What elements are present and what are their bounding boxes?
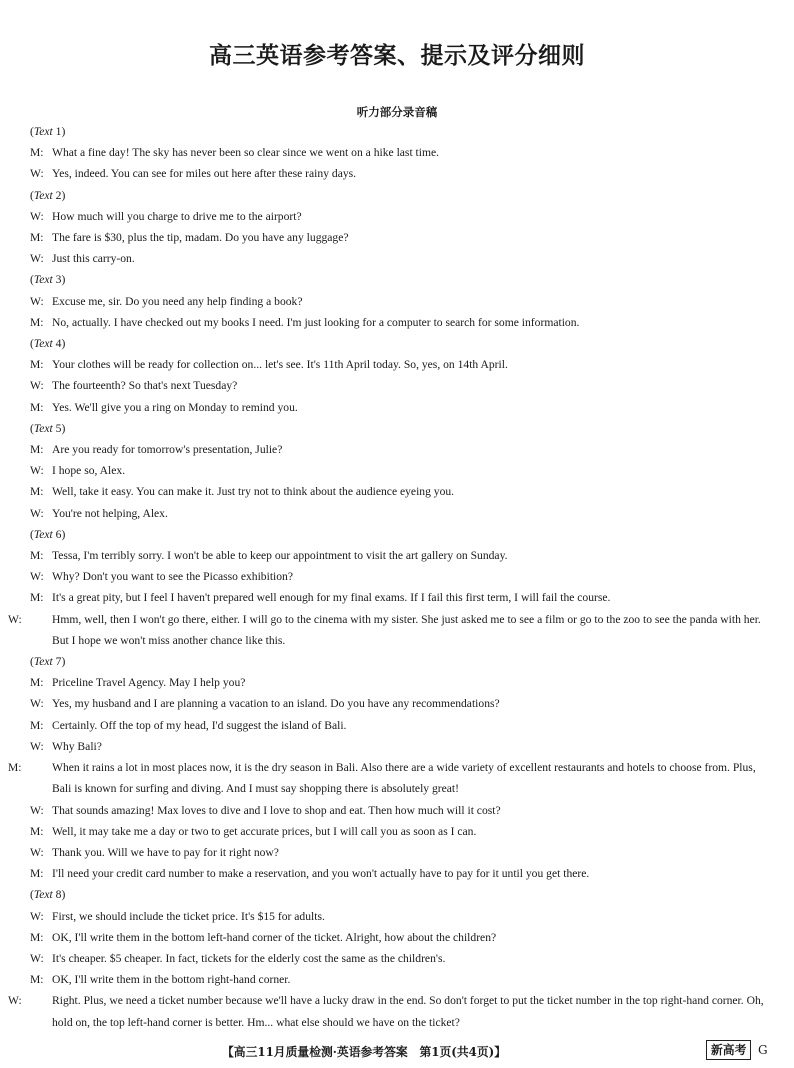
speaker-label: M: bbox=[30, 973, 44, 987]
speaker-label: W: bbox=[30, 739, 44, 753]
dialog-text: First, we should include the ticket price. It's $15 for adults. bbox=[52, 909, 325, 923]
dialog-text: Thank you. Will we have to pay for it right now? bbox=[52, 845, 279, 859]
dialog-line bbox=[30, 291, 768, 312]
dialog-line bbox=[30, 503, 768, 524]
text-label: (Text 1) bbox=[30, 125, 66, 138]
speaker-label: M: bbox=[8, 761, 22, 775]
speaker-label: M: bbox=[30, 676, 44, 690]
dialog-line bbox=[30, 312, 768, 333]
dialog-text: That sounds amazing! Max loves to dive and I love to shop and eat. Then how much will it cost? bbox=[52, 803, 501, 817]
speaker-label: M: bbox=[30, 549, 44, 563]
dialog-line bbox=[8, 990, 768, 1032]
speaker-label: W: bbox=[30, 252, 44, 266]
dialog-text: What a fine day! The sky has never been so clear since we went on a hike last time. bbox=[52, 146, 440, 160]
speaker-label: M: bbox=[30, 146, 44, 160]
footer-caption: 【高三11月质量检测·英语参考答案 第1页(共4页)】 bbox=[222, 1045, 507, 1059]
dialog-text: Excuse me, sir. Do you need any help finding a book? bbox=[52, 294, 303, 308]
dialog-line bbox=[30, 206, 768, 227]
dialog-line bbox=[30, 545, 768, 566]
dialog-text: I'll need your credit card number to make a reservation, and you won't actually have to pay for it until you get there. bbox=[52, 867, 590, 881]
speaker-label: M: bbox=[30, 485, 44, 499]
text-label: (Text 3) bbox=[30, 273, 66, 287]
dialog-text: Hmm, well, then I won't go there, either. I will go to the cinema with my sister. She just asked me to see a film or go to the zoo to see the panda with her. But I hope we won't miss another chance like this. bbox=[52, 612, 761, 647]
text-label: (Text 5) bbox=[30, 421, 66, 435]
dialog-line bbox=[30, 439, 768, 460]
dialog-line bbox=[30, 736, 768, 757]
speaker-label: W: bbox=[30, 909, 44, 923]
dialog-line bbox=[30, 906, 768, 927]
dialog-line bbox=[8, 609, 768, 651]
speaker-label: W: bbox=[30, 697, 44, 711]
speaker-label: M: bbox=[30, 930, 44, 944]
transcript bbox=[8, 121, 768, 1033]
dialog-text: Yes. We'll give you a ring on Monday to remind you. bbox=[52, 400, 298, 414]
dialog-text: Yes, my husband and I are planning a vacation to an island. Do you have any recommendations? bbox=[52, 697, 500, 711]
dialog-line bbox=[30, 375, 768, 396]
speaker-label: M: bbox=[30, 400, 44, 414]
dialog-line bbox=[30, 693, 768, 714]
dialog-text: You're not helping, Alex. bbox=[52, 506, 168, 520]
dialog-text: When it rains a lot in most places now, it is the dry season in Bali. Also there are a wide variety of excellent restaurants and hotels to choose from. Plus, Bali is known for surfing and diving. And I must say shopping there is absolutely great! bbox=[52, 761, 756, 796]
dialog-text: How much will you charge to drive me to the airport? bbox=[52, 209, 302, 223]
dialog-line bbox=[30, 927, 768, 948]
dialog-line bbox=[30, 715, 768, 736]
speaker-label: W: bbox=[30, 951, 44, 965]
dialog-line bbox=[30, 842, 768, 863]
dialog-text: It's cheaper. $5 cheaper. In fact, tickets for the elderly cost the same as the children's. bbox=[52, 951, 446, 965]
dialog-text: Just this carry-on. bbox=[52, 252, 135, 266]
dialog-line bbox=[30, 227, 768, 248]
dialog-line bbox=[30, 248, 768, 269]
dialog-text: OK, I'll write them in the bottom left-hand corner of the ticket. Alright, how about the children? bbox=[52, 930, 497, 944]
dialog-text: Why Bali? bbox=[52, 739, 102, 753]
section-title: 听力部分录音稿 bbox=[356, 105, 438, 119]
speaker-label: W: bbox=[30, 845, 44, 859]
dialog-text: OK, I'll write them in the bottom right-hand corner. bbox=[52, 973, 291, 987]
dialog-text: Why? Don't you want to see the Picasso exhibition? bbox=[52, 570, 294, 584]
speaker-label: M: bbox=[30, 231, 44, 245]
speaker-label: M: bbox=[30, 591, 44, 605]
dialog-line bbox=[30, 587, 768, 608]
dialog-text: The fare is $30, plus the tip, madam. Do you have any luggage? bbox=[52, 231, 349, 245]
speaker-label: W: bbox=[30, 464, 44, 478]
dialog-text: The fourteenth? So that's next Tuesday? bbox=[52, 379, 238, 393]
footer-letter: G bbox=[758, 1043, 768, 1057]
text-label: (Text 7) bbox=[30, 655, 66, 669]
speaker-label: M: bbox=[30, 867, 44, 881]
dialog-line bbox=[30, 821, 768, 842]
speaker-label: M: bbox=[30, 718, 44, 732]
dialog-line bbox=[30, 142, 768, 163]
dialog-line bbox=[30, 800, 768, 821]
dialog-line bbox=[30, 863, 768, 884]
dialog-text: Are you ready for tomorrow's presentation, Julie? bbox=[52, 443, 283, 457]
dialog-line bbox=[30, 163, 768, 184]
speaker-label: W: bbox=[30, 570, 44, 584]
dialog-text: Your clothes will be ready for collection on... let's see. It's 11th April today. So, yes, on 14th April. bbox=[52, 358, 508, 372]
text-label: (Text 6) bbox=[30, 527, 66, 541]
speaker-label: W: bbox=[8, 612, 22, 626]
speaker-label: W: bbox=[30, 167, 44, 181]
dialog-line bbox=[30, 948, 768, 969]
speaker-label: W: bbox=[8, 994, 22, 1008]
speaker-label: M: bbox=[30, 358, 44, 372]
speaker-label: M: bbox=[30, 824, 44, 838]
dialog-text: Well, take it easy. You can make it. Just try not to think about the audience eyeing you. bbox=[52, 485, 455, 499]
dialog-text: I hope so, Alex. bbox=[52, 464, 126, 478]
speaker-label: M: bbox=[30, 443, 44, 457]
footer-badge: 新高考 bbox=[706, 1040, 751, 1060]
dialog-text: Priceline Travel Agency. May I help you? bbox=[52, 676, 246, 690]
dialog-line bbox=[30, 481, 768, 502]
dialog-line bbox=[30, 969, 768, 990]
dialog-text: Certainly. Off the top of my head, I'd suggest the island of Bali. bbox=[52, 718, 347, 732]
speaker-label: W: bbox=[30, 506, 44, 520]
speaker-label: W: bbox=[30, 803, 44, 817]
speaker-label: M: bbox=[30, 315, 44, 329]
speaker-label: W: bbox=[30, 379, 44, 393]
dialog-line bbox=[30, 354, 768, 375]
speaker-label: W: bbox=[30, 209, 44, 223]
dialog-text: Tessa, I'm terribly sorry. I won't be able to keep our appointment to visit the art gallery on Sunday. bbox=[52, 549, 508, 563]
text-label: (Text 2) bbox=[30, 188, 66, 202]
dialog-line bbox=[30, 566, 768, 587]
text-label: (Text 4) bbox=[30, 337, 66, 351]
dialog-text: Right. Plus, we need a ticket number because we'll have a lucky draw in the end. So don't forget to put the ticket number in the top right-hand corner. Oh, hold on, the top left-hand corner is better. Hm... what else should we have on the ticket? bbox=[52, 994, 764, 1029]
speaker-label: W: bbox=[30, 294, 44, 308]
dialog-text: Yes, indeed. You can see for miles out here after these rainy days. bbox=[52, 167, 357, 181]
dialog-text: Well, it may take me a day or two to get accurate prices, but I will call you as soon as I can. bbox=[52, 824, 477, 838]
dialog-text: No, actually. I have checked out my books I need. I'm just looking for a computer to search for some information. bbox=[52, 315, 580, 329]
dialog-line bbox=[8, 757, 768, 799]
dialog-line bbox=[30, 460, 768, 481]
text-label: (Text 8) bbox=[30, 888, 66, 902]
dialog-line bbox=[30, 672, 768, 693]
dialog-text: It's a great pity, but I feel I haven't prepared well enough for my final exams. If I fail this first term, I will fail the course. bbox=[52, 591, 611, 605]
dialog-line bbox=[30, 397, 768, 418]
page-title: 高三英语参考答案、提示及评分细则 bbox=[209, 43, 585, 69]
